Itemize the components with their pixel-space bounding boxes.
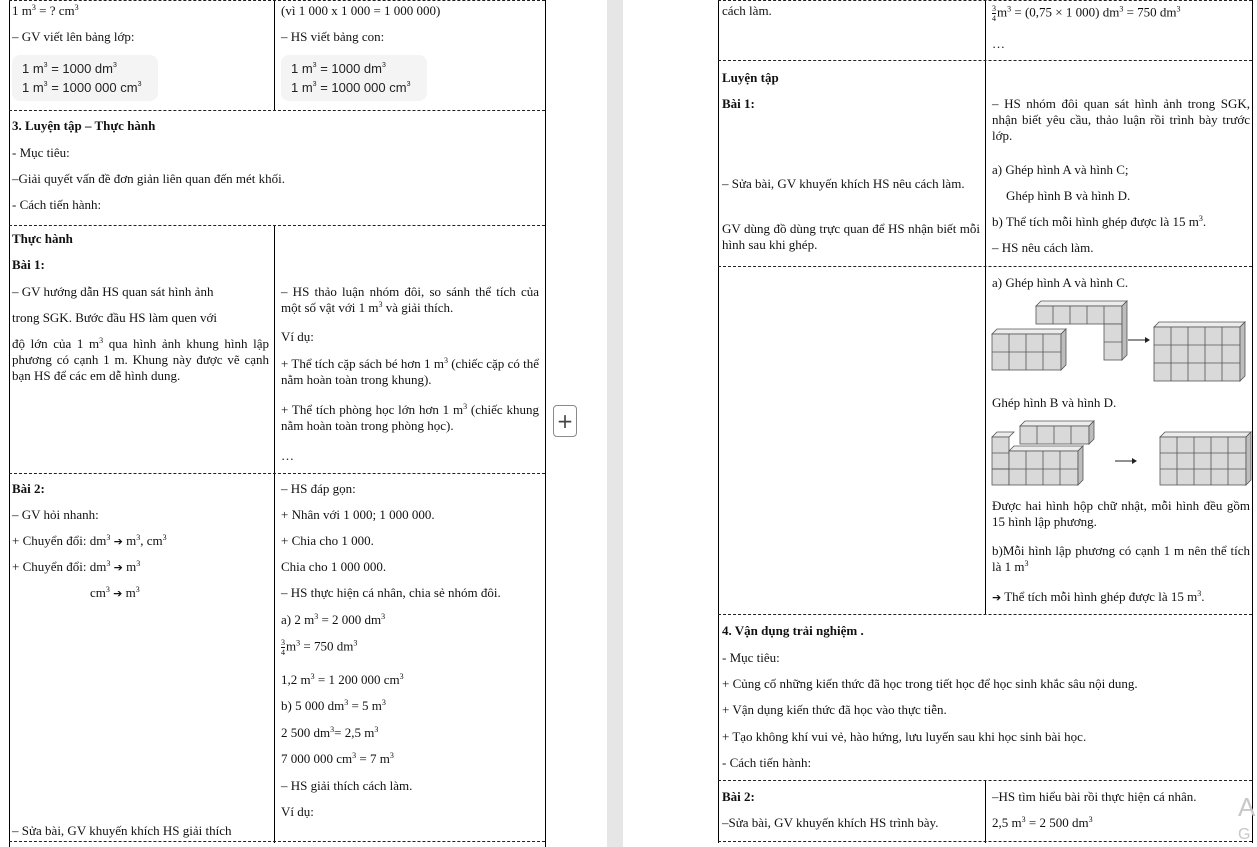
goal-text: + Tạo không khí vui vẻ, hào hứng, lưu luyến sau khi học sinh bài học. bbox=[722, 729, 1087, 744]
teacher-text: độ lớn của 1 $m^3$ qua hình ảnh khung hình lập phương có cạnh 1 m. Khung này được vẽ cạnh bạn HS để các em dễ hình dung. bbox=[12, 336, 269, 383]
row-divider bbox=[718, 780, 1252, 781]
table-border-left bbox=[718, 0, 719, 843]
goal-label: - Mục tiêu: bbox=[12, 145, 70, 160]
row-divider bbox=[718, 841, 1252, 842]
student-text: Ví dụ: bbox=[281, 329, 314, 344]
subsection-title: Luyện tập bbox=[722, 70, 779, 85]
goal-text: –Giải quyết vấn đề đơn giản liên quan đến mét khối. bbox=[12, 171, 285, 186]
row-divider bbox=[9, 0, 545, 1]
goal-label: - Mục tiêu: bbox=[722, 650, 780, 665]
answer-line: $\frac{3}{4}$ $m^3 = (0,75 \times 1$ 000) $dm^3 = 750$ $dm^3$ bbox=[992, 4, 1181, 23]
student-text: Chia cho 1 000 000. bbox=[281, 559, 387, 574]
add-button[interactable] bbox=[553, 405, 577, 437]
teacher-text: trong SGK. Bước đầu HS làm quen với bbox=[12, 310, 217, 325]
question-text: 1 $m^3$ = ? $cm^3$ bbox=[12, 3, 79, 18]
answer-line: ➔ Thể tích mỗi hình ghép được là 15 $m^3$. bbox=[992, 589, 1205, 604]
ellipsis: … bbox=[992, 36, 1005, 51]
student-text: – HS viết bảng con: bbox=[281, 29, 385, 44]
answer-line: $\frac{3}{4}$ $m^3 = 750$ $dm^3$ bbox=[281, 638, 358, 657]
answer-line: 7 000 000 $cm^3 = 7$ $m^3$ bbox=[281, 751, 394, 766]
student-text: a) Ghép hình A và hình C; bbox=[992, 162, 1129, 177]
exercise-title: Bài 1: bbox=[722, 96, 755, 111]
answer-line: a) 2 $m^3 = 2$ 000 $dm^3$ bbox=[281, 612, 386, 627]
activation-watermark: G bbox=[1238, 826, 1251, 843]
row-divider bbox=[9, 225, 545, 226]
column-divider bbox=[274, 225, 275, 843]
exercise-title: Bài 1: bbox=[12, 257, 45, 272]
teacher-text: – GV hướng dẫn HS quan sát hình ảnh bbox=[12, 284, 214, 299]
student-text: Ví dụ: bbox=[281, 804, 314, 819]
column-divider bbox=[274, 0, 275, 110]
teacher-text: – GV hỏi nhanh: bbox=[12, 507, 99, 522]
answer-line: 1,2 $m^3 = 1$ 200 000 $cm^3$ bbox=[281, 672, 404, 687]
right-page bbox=[718, 0, 1256, 847]
exercise-title: Bài 2: bbox=[722, 789, 755, 804]
teacher-text: cách làm. bbox=[722, 3, 772, 18]
answer-line: Được hai hình hộp chữ nhật, mỗi hình đều gồm 15 hình lập phương. bbox=[992, 498, 1250, 529]
teacher-text: –Sửa bài, GV khuyến khích HS trình bày. bbox=[722, 815, 939, 830]
column-divider bbox=[985, 780, 986, 843]
row-divider bbox=[718, 614, 1252, 615]
row-divider bbox=[718, 0, 1252, 1]
teacher-text: – Sửa bài, GV khuyến khích HS giải thích bbox=[12, 823, 232, 838]
answer-line: 2,5 $m^3 = 2$ 500 $dm^3$ bbox=[992, 815, 1093, 830]
row-divider bbox=[9, 841, 545, 842]
student-text: Ghép hình B và hình D. bbox=[1006, 188, 1131, 203]
student-text: + Nhân với 1 000; 1 000 000. bbox=[281, 507, 435, 522]
student-text: + Thể tích cặp sách bé hơn 1 $m^3$ (chiếc cặp có thể nằm hoàn toàn trong khung). bbox=[281, 356, 539, 387]
figure-a-c-cubes bbox=[990, 296, 1252, 386]
row-divider bbox=[718, 60, 1252, 61]
section-title: 3. Luyện tập – Thực hành bbox=[12, 118, 156, 133]
method-label: - Cách tiến hành: bbox=[12, 197, 102, 212]
arrow-right-icon bbox=[1145, 337, 1150, 343]
row-divider bbox=[718, 266, 1252, 267]
answer-line: b)Mỗi hình lập phương có cạnh 1 m nên thể tích là 1 $m^3$ bbox=[992, 543, 1250, 574]
teacher-text: $cm^3$ ➔ $m^3$ bbox=[90, 585, 140, 600]
figure-b-d-cubes bbox=[990, 416, 1252, 488]
teacher-text: – Sửa bài, GV khuyến khích HS nêu cách làm. bbox=[722, 176, 965, 191]
student-text: – HS thảo luận nhóm đôi, so sánh thể tích của một số vật với 1 $m^3$ và giải thích. bbox=[281, 284, 539, 315]
student-text: b) Thể tích mỗi hình ghép được là 15 $m^3$. bbox=[992, 214, 1207, 229]
page-separator-scrollbar[interactable] bbox=[607, 0, 623, 847]
table-border-left bbox=[9, 0, 10, 847]
formula-box-student: 1 $m^3 = 1000$ $dm^3$ 1 $m^3 = 1000$ 000 $cm^3$ bbox=[281, 55, 427, 101]
student-text: – HS đáp gọn: bbox=[281, 481, 356, 496]
plus-icon: + bbox=[556, 409, 574, 433]
row-divider bbox=[9, 473, 545, 474]
activation-watermark: A bbox=[1238, 792, 1256, 822]
ellipsis: … bbox=[281, 448, 294, 463]
teacher-text: – GV viết lên bảng lớp: bbox=[12, 29, 135, 44]
teacher-text: GV dùng đồ dùng trực quan để HS nhận biết mỗi hình sau khi ghép. bbox=[722, 221, 980, 252]
section-title: 4. Vận dụng trải nghiệm . bbox=[722, 623, 864, 638]
answer-line: a) Ghép hình A và hình C. bbox=[992, 275, 1129, 290]
column-divider bbox=[985, 0, 986, 614]
arrow-right-icon bbox=[1132, 458, 1137, 464]
arrow-icon: ➔ bbox=[992, 591, 1002, 604]
subsection-title: Thực hành bbox=[12, 231, 73, 246]
student-text: – HS thực hiện cá nhân, chia sẻ nhóm đôi. bbox=[281, 585, 501, 600]
teacher-text: + Chuyển đổi: $dm^3$ ➔ $m^3$, $cm^3$ bbox=[12, 533, 167, 548]
left-page bbox=[0, 0, 546, 847]
answer-line: Ghép hình B và hình D. bbox=[992, 395, 1117, 410]
answer-line: b) 5 000 $dm^3 = 5$ $m^3$ bbox=[281, 698, 386, 713]
formula-box-teacher: 1 $m^3 = 1000$ $dm^3$ 1 $m^3 = 1000$ 000 $cm^3$ bbox=[12, 55, 158, 101]
method-label: - Cách tiến hành: bbox=[722, 755, 812, 770]
goal-text: + Củng cố những kiến thức đã học trong tiết học để học sinh khắc sâu nội dung. bbox=[722, 676, 1138, 691]
student-text: + Chia cho 1 000. bbox=[281, 533, 374, 548]
student-text: (vì 1 000 x 1 000 = 1 000 000) bbox=[281, 3, 441, 18]
row-divider bbox=[9, 110, 545, 111]
answer-line: 2 500 $dm^3= 2,5$ $m^3$ bbox=[281, 725, 379, 740]
student-text: + Thể tích phòng học lớn hơn 1 $m^3$ (chiếc khung nằm hoàn toàn trong phòng học). bbox=[281, 402, 539, 433]
exercise-title: Bài 2: bbox=[12, 481, 45, 496]
student-text: –HS tìm hiểu bài rồi thực hiện cá nhân. bbox=[992, 789, 1197, 804]
teacher-text: + Chuyển đổi: $dm^3$ ➔ $m^3$ bbox=[12, 559, 141, 574]
student-text: – HS nhóm đôi quan sát hình ảnh trong SGK, nhận biết yêu cầu, thảo luận rồi trình bày trước lớp. bbox=[992, 96, 1250, 143]
goal-text: + Vận dụng kiến thức đã học vào thực tiễn. bbox=[722, 702, 947, 717]
student-text: – HS nêu cách làm. bbox=[992, 240, 1094, 255]
student-text: – HS giải thích cách làm. bbox=[281, 778, 413, 793]
table-border-right bbox=[1252, 0, 1253, 843]
